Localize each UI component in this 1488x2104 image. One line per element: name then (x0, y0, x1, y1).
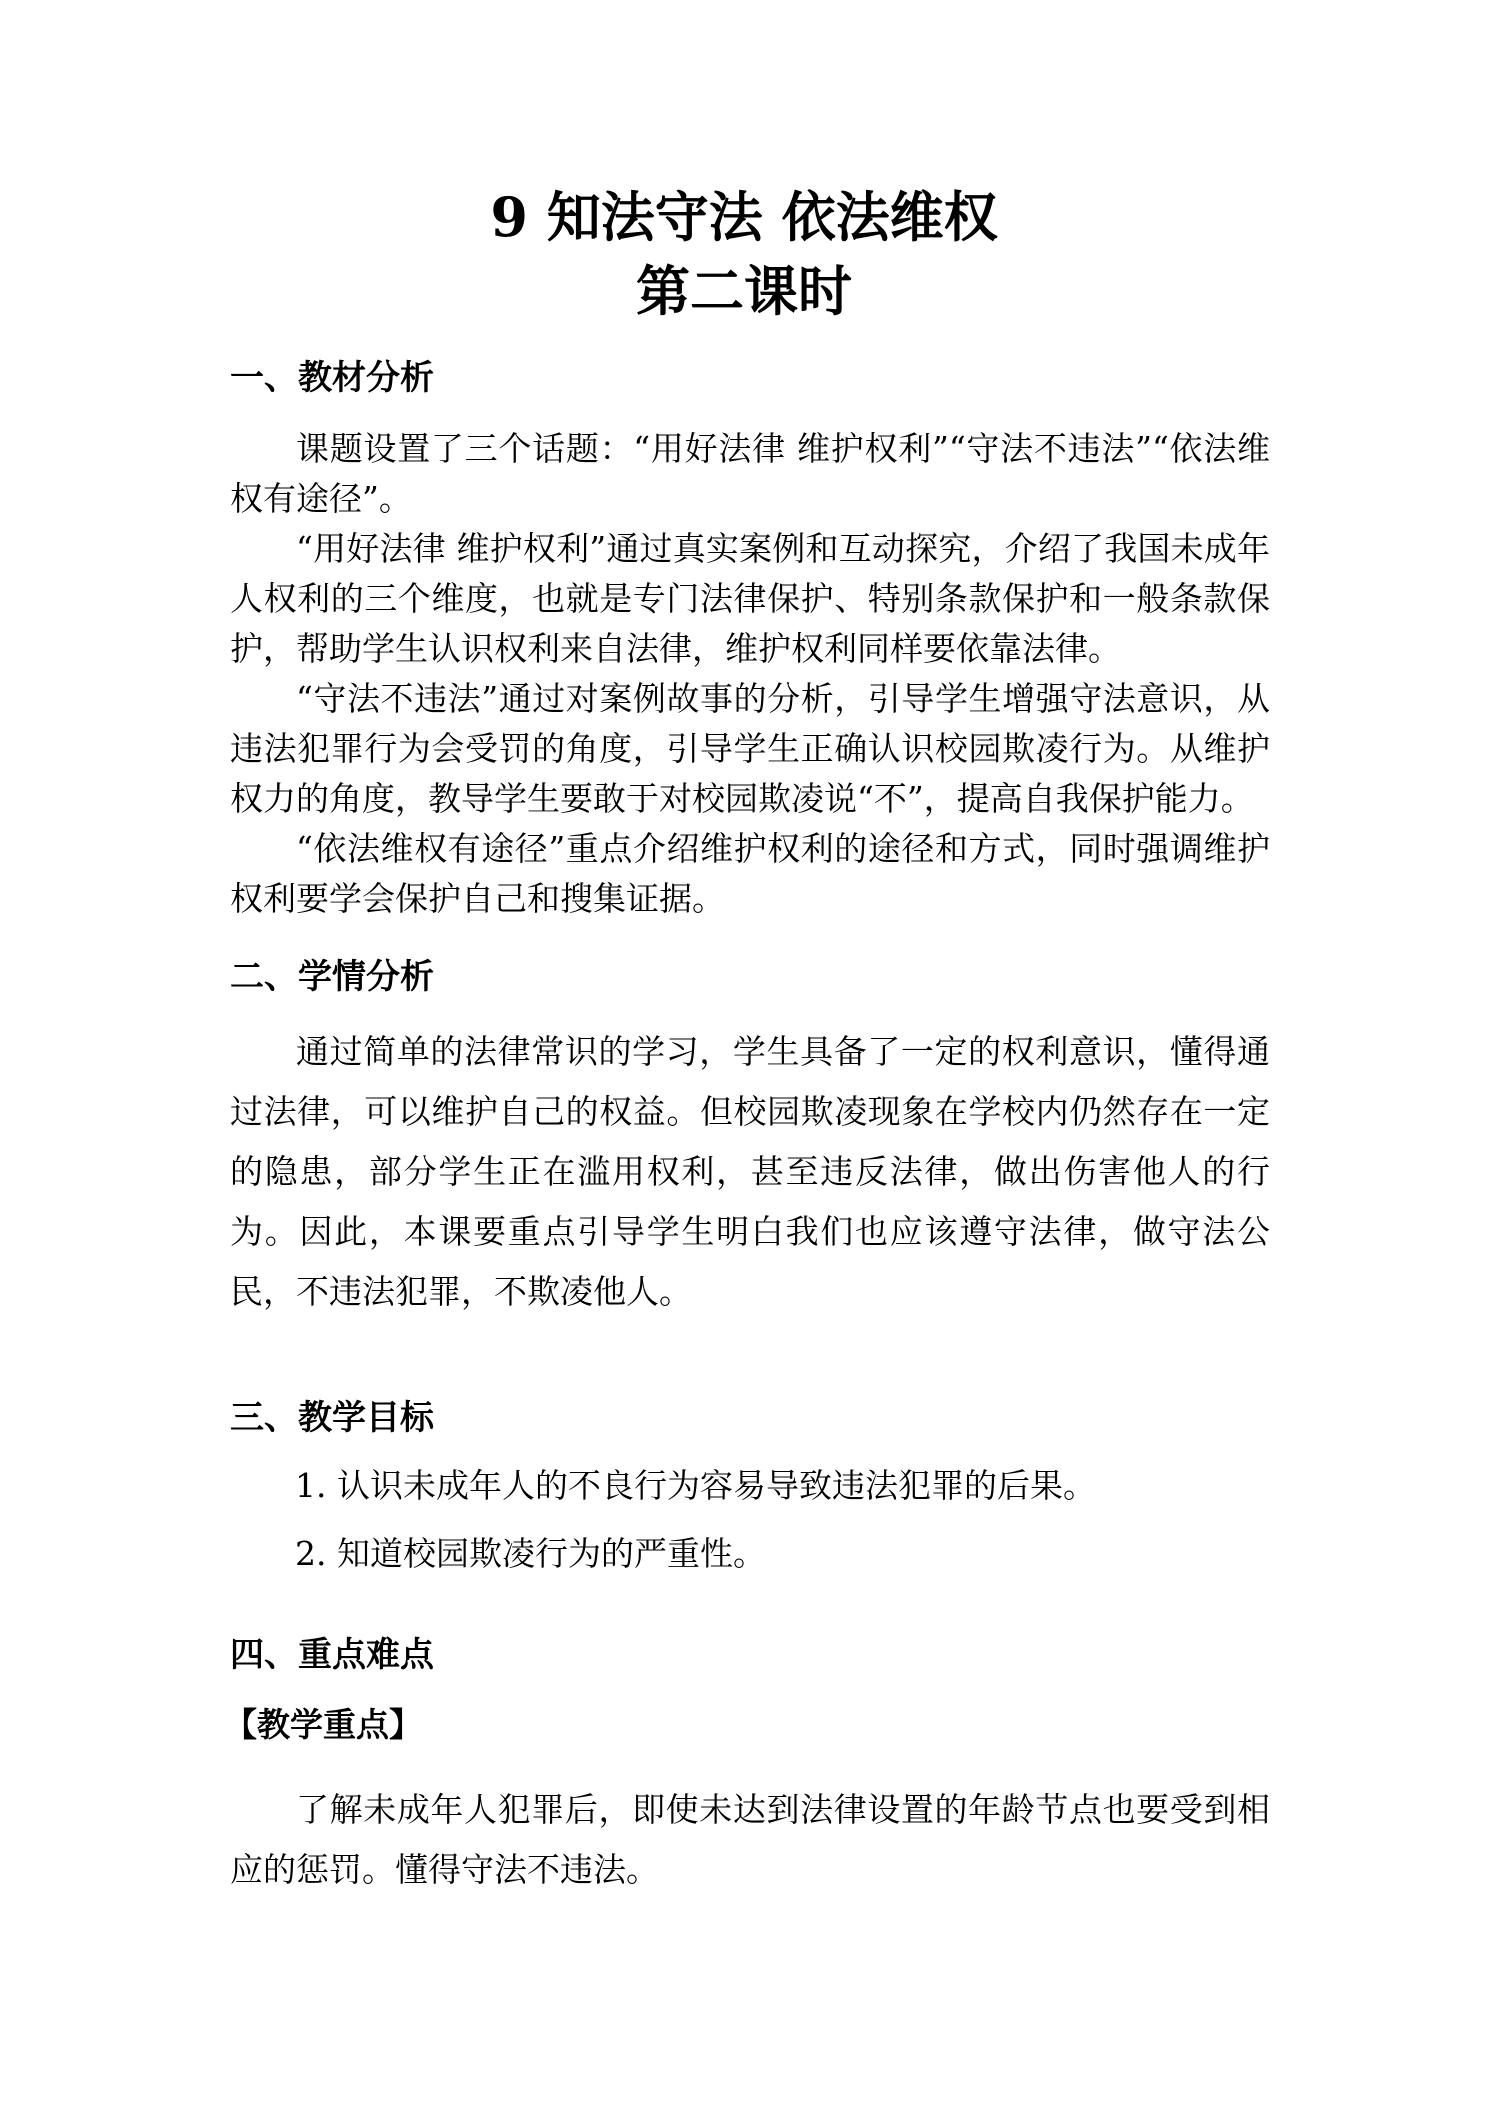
paragraph: “守法不违法”通过对案例故事的分析，引导学生增强守法意识，从违法犯罪行为会受罚的角度，引导学生正确认识校园欺凌行为。从维护权力的角度，教导学生要敢于对校园欺凌说“不”，提高自我保护能力。 (230, 679, 1270, 818)
section-heading-student-analysis: 二、学情分析 (230, 957, 434, 997)
paragraph: “用好法律 维护权利”通过真实案例和互动探究，介绍了我国未成年人权利的三个维度，也就是专门法律保护、特别条款保护和一般条款保护，帮助学生认识权利来自法律，维护权利同样要依靠法律。 (230, 529, 1270, 668)
section-body-key-points (230, 1780, 1270, 1900)
goal-item-2: 2. 知道校园欺凌行为的严重性。 (295, 1534, 766, 1573)
section-heading-key-points: 四、重点难点 (230, 1635, 434, 1675)
paragraph: 课题设置了三个话题：“用好法律 维护权利”“守法不违法”“依法维权有途径”。 (230, 429, 1270, 518)
subheading-teaching-focus: 【教学重点】 (224, 1705, 422, 1744)
section-body-textbook-analysis (230, 424, 1270, 924)
page-subtitle: 第二课时 (636, 259, 852, 323)
paragraph: 通过简单的法律常识的学习，学生具备了一定的权利意识，懂得通过法律，可以维护自己的权益。但校园欺凌现象在学校内仍然存在一定的隐患，部分学生正在滥用权利，甚至违反法律，做出伤害他人的行为。因此，本课要重点引导学生明白我们也应该遵守法律，做守法公民，不违法犯罪，不欺凌他人。 (230, 1032, 1270, 1311)
paragraph: 了解未成年人犯罪后，即使未达到法律设置的年龄节点也要受到相应的惩罚。懂得守法不违法。 (230, 1790, 1270, 1889)
section-heading-textbook-analysis: 一、教材分析 (230, 358, 434, 398)
goal-item-1: 1. 认识未成年人的不良行为容易导致违法犯罪的后果。 (295, 1466, 1096, 1505)
page-title: 9 知法守法 依法维权 (490, 185, 998, 249)
section-body-student-analysis (230, 1022, 1270, 1322)
paragraph: “依法维权有途径”重点介绍维护权利的途径和方式，同时强调维护权利要学会保护自己和搜集证据。 (230, 829, 1270, 918)
section-heading-teaching-goals: 三、教学目标 (230, 1398, 434, 1438)
